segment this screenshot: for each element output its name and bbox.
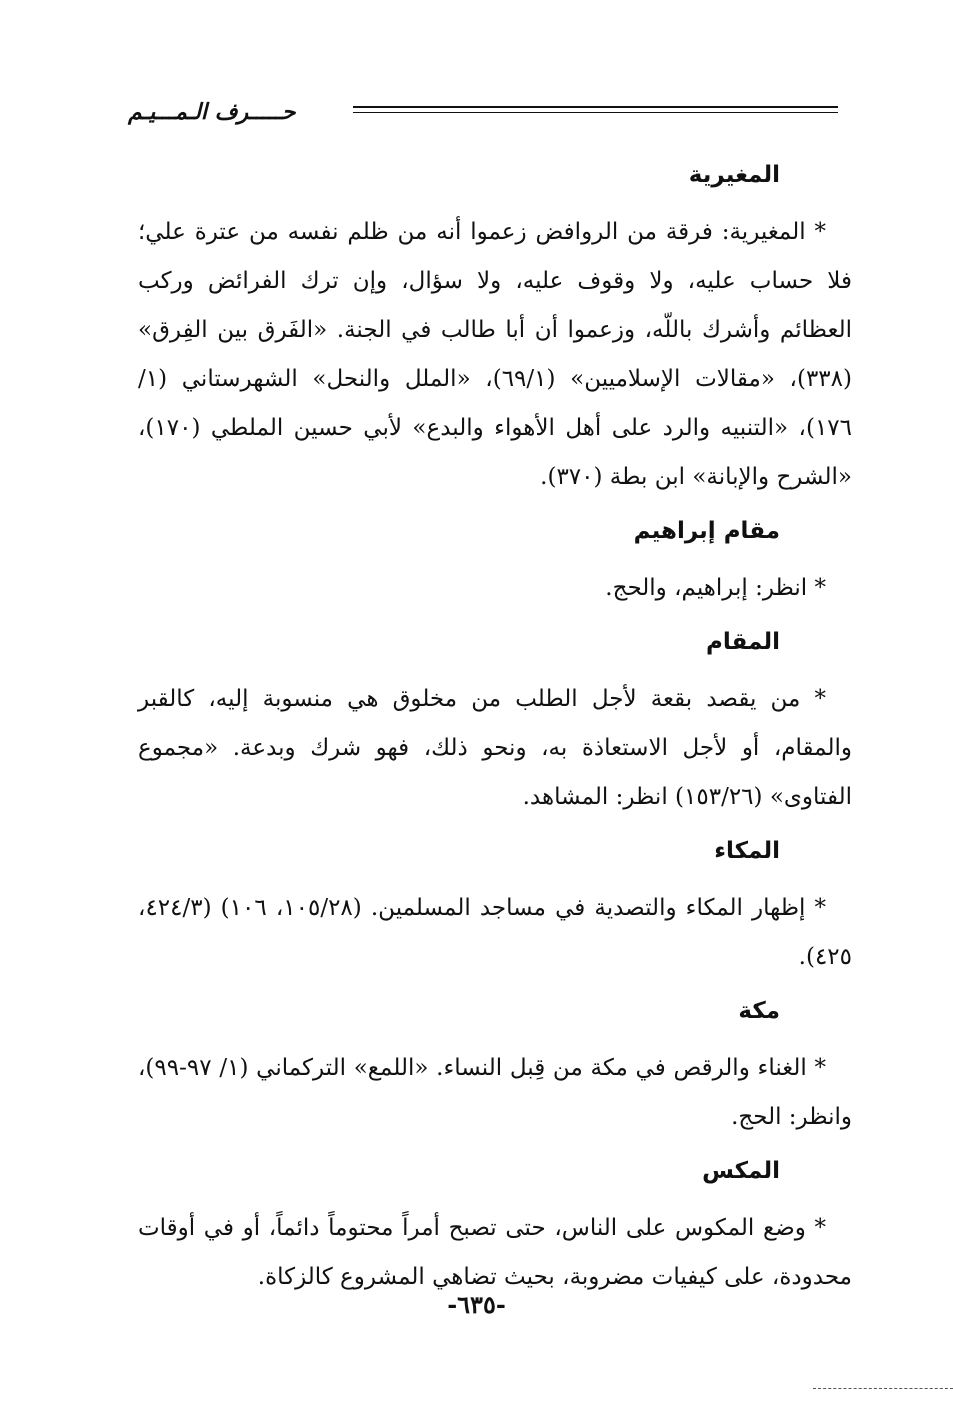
entry-body: * وضع المكوس على الناس، حتى تصبح أمراً محتوماً دائماً، أو في أوقات محدودة، على كيفيات مضروبة، بحيث تضاهي المشروع كالزكاة. (138, 1215, 852, 1290)
entry-heading: المغيرية (688, 162, 780, 188)
header-title: حـــــرف الـمـــيـم (128, 100, 296, 125)
entry-heading: مقام إبراهيم (633, 518, 780, 544)
entry-heading: مكة (738, 998, 780, 1024)
bottom-dashed-rule (813, 1388, 953, 1389)
entry-mughiriyya (138, 158, 852, 502)
entry-al-mukaa (138, 834, 852, 982)
page-content (138, 158, 852, 1314)
header-rule-top (353, 106, 838, 108)
entry-body: * الغناء والرقص في مكة من قِبل النساء. «اللمع» التركماني (١/ ٩٧-٩٩)، وانظر: الحج. (138, 1055, 852, 1130)
running-header (128, 92, 838, 142)
entry-body: * المغيرية: فرقة من الروافض زعموا أنه من ظلم نفسه من عترة علي؛ فلا حساب عليه، ولا وقوف عليه، ولا سؤال، وإن ترك الفرائض وركب العظائم وأشرك باللّه، وزعموا أن أبا طالب في الجنة. «الفَرق بين الفِرق» (٣٣٨)، «مقالات الإسلاميين» (٦٩/١)، «الملل والنحل» الشهرستاني (١/ ١٧٦)، «التنبيه والرد على أهل الأهواء والبدع» لأبي حسين الملطي (١٧٠)، «الشرح والإبانة» ابن بطة (٣٧٠). (138, 219, 852, 490)
entry-heading: المكاء (714, 838, 780, 864)
entry-al-maks (138, 1154, 852, 1302)
entry-heading: المقام (706, 629, 780, 655)
entry-body: * من يقصد بقعة لأجل الطلب من مخلوق هي منسوبة إليه، كالقبر والمقام، أو لأجل الاستعاذة به، ونحو ذلك، فهو شرك وبدعة. «مجموع الفتاوى» (١٥٣/٢٦) انظر: المشاهد. (138, 686, 852, 810)
header-rule-bottom (353, 112, 838, 113)
page-number: -٦٣٥- (447, 1290, 506, 1319)
entry-makka (138, 994, 852, 1142)
header-double-rule (353, 106, 838, 117)
entry-body: * انظر: إبراهيم، والحج. (605, 575, 826, 601)
entry-maqam-ibrahim (138, 514, 852, 613)
entry-body: * إظهار المكاء والتصدية في مساجد المسلمين. (١٠٥/٢٨، ١٠٦) (٤٢٤/٣، ٤٢٥). (138, 895, 852, 970)
entry-heading: المكس (702, 1158, 780, 1184)
entry-al-maqam (138, 625, 852, 822)
